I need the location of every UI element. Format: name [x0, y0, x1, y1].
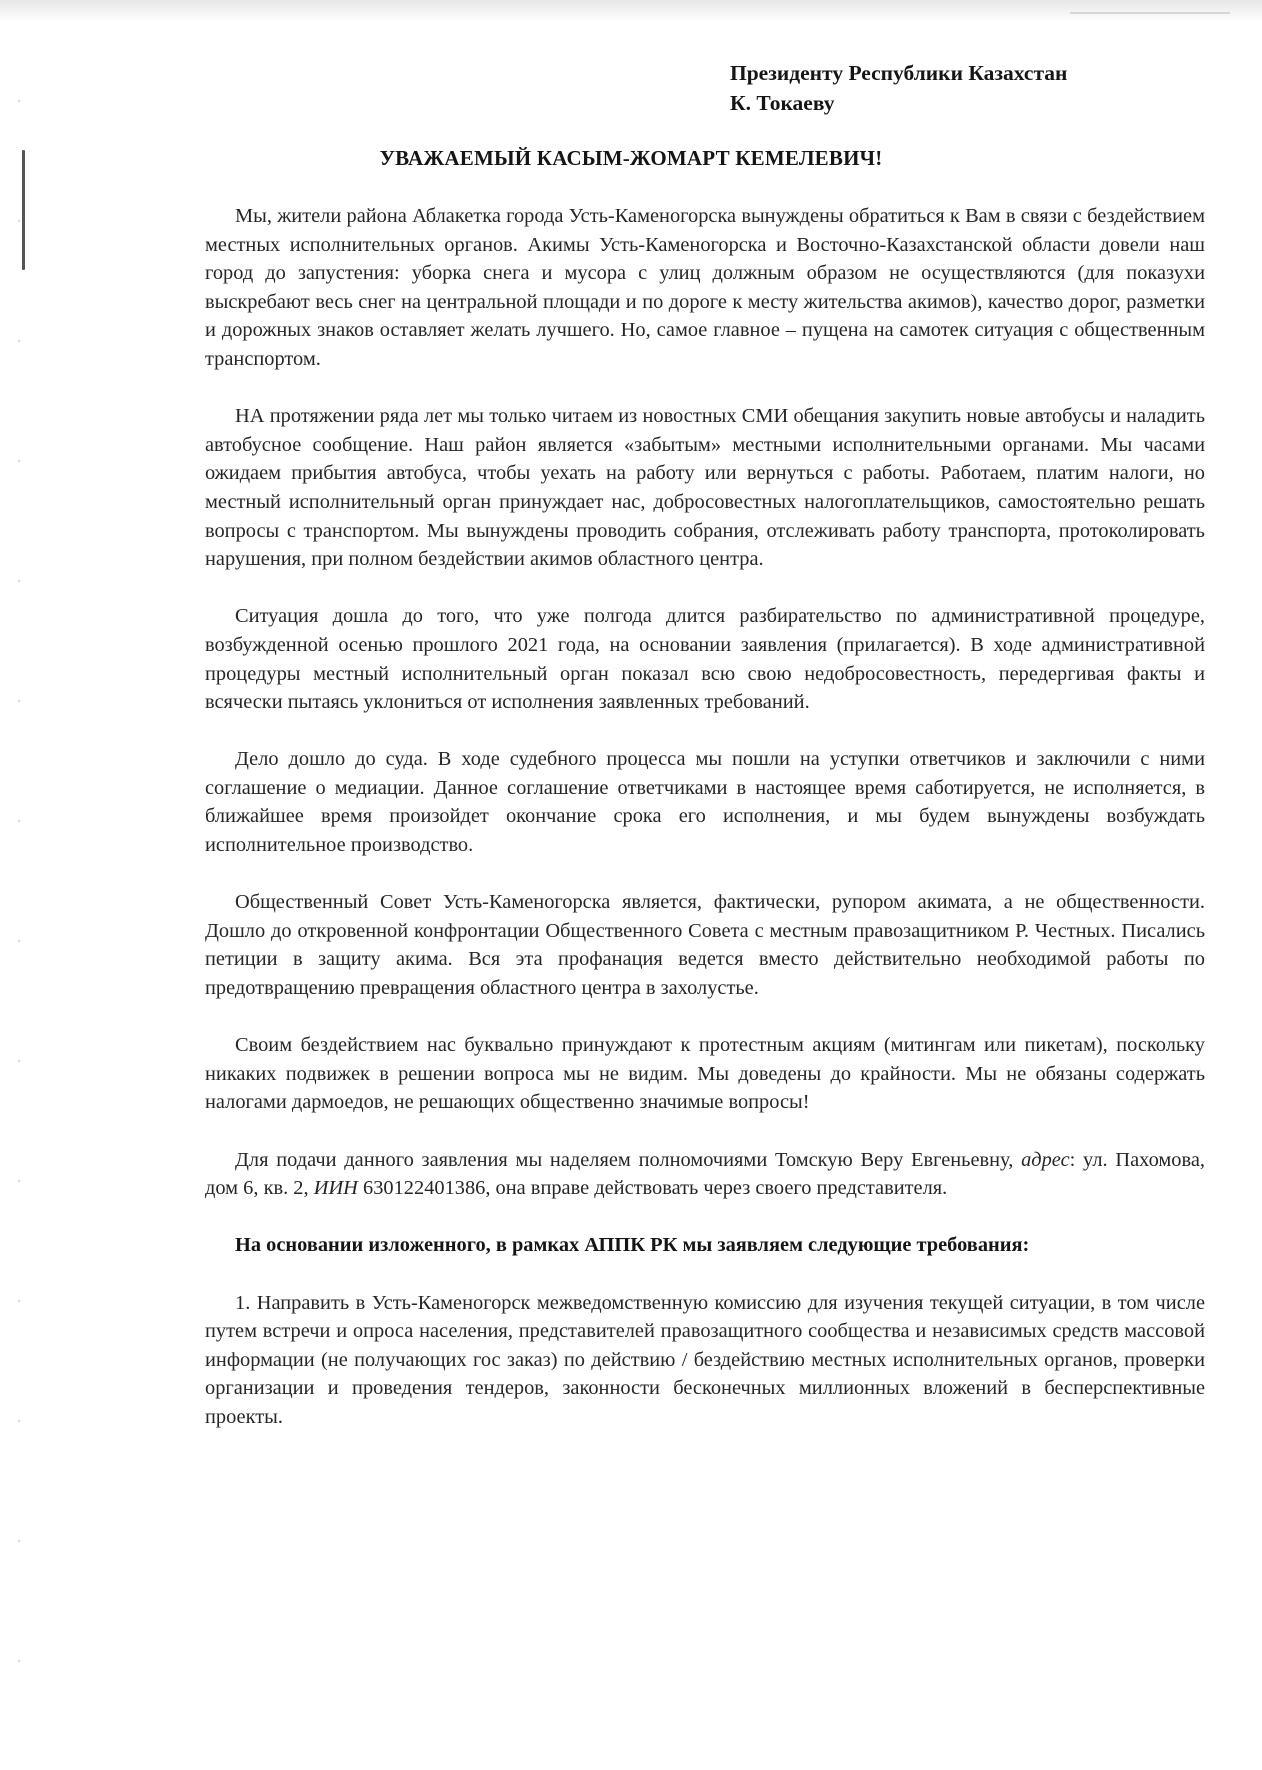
scan-edge-shadow: [0, 0, 1262, 22]
addressee-block: [730, 58, 1067, 118]
scan-margin-specks: [18, 60, 20, 1740]
paragraph-5: Общественный Совет Усть-Каменогорска является, фактически, рупором акимата, а не общественности. Дошло до откровенной конфронтации Общественного Совета с местным правозащитником Р. Честных. Писались петиции в защиту акима. Вся эта профанация ведется вместо действительно необходимой работы по предотвращению превращения областного центра в захолустье.: [205, 891, 1205, 1000]
paragraph-6: Своим бездействием нас буквально принуждают к протестным акциям (митингам или пикетам), поскольку никаких подвижек в решении вопроса мы не видим. Мы доведены до крайности. Мы не обязаны содержать налогами дармоедов, не решающих общественно значимые вопросы!: [205, 1034, 1205, 1114]
representative-text: Для подачи данного заявления мы наделяем полномочиями Томскую Веру Евгеньевну,: [235, 1148, 1014, 1171]
demands-intro: На основании изложенного, в рамках АППК РК мы заявляем следующие требования:: [235, 1234, 1030, 1257]
demand-item-1: 1. Направить в Усть-Каменогорск межведомственную комиссию для изучения текущей ситуации, в том числе путем встречи и опроса населения, представителей правозащитного сообщества и независимых средств массовой информации (не получающих гос заказ) по действию / бездействию местных исполнительных органов, проверки организации и проведения тендеров, законности бесконечных миллионных вложений в бесперспективные проекты.: [205, 1291, 1205, 1428]
address-value: : ул. Пахомова, дом 6, кв. 2,: [205, 1148, 1205, 1200]
iin-value: 630122401386: [363, 1177, 486, 1200]
representative-text-end: , она вправе действовать через своего представителя.: [485, 1177, 948, 1200]
paragraph-4: Дело дошло до суда. В ходе судебного процесса мы пошли на уступки ответчиков и заключили с ними соглашение о медиации. Данное соглашение ответчиками в настоящее время саботируется, не исполняется, в ближайшее время произойдет окончание срока его исполнения, и мы будем вынуждены возбуждать исполнительное производство.: [205, 748, 1205, 857]
representative-paragraph: [205, 1146, 1205, 1203]
paragraph-1: Мы, жители района Аблакетка города Усть-Каменогорска вынуждены обратиться к Вам в связи с бездействием местных исполнительных органов. Акимы Усть-Каменогорска и Восточно-Казахстанской области довели наш город до запустения: уборка снега и мусора с улиц должным образом не осуществляются (для показухи выскребают весь снег на центральной площади и по дороге к месту жительства акимов), качество дорог, разметки и дорожных знаков оставляет желать лучшего. Но, самое главное – пущена на самотек ситуация с общественным транспортом.: [205, 205, 1205, 370]
address-label: адрес: [1021, 1148, 1070, 1171]
paragraph-3: Ситуация дошла до того, что уже полгода длится разбирательство по административной процедуре, возбужденной осенью прошлого 2021 года, на основании заявления (прилагается). В ходе административной процедуры местный исполнительный орган показал всю свою недобросовестность, передергивая факты и всячески пытаясь уклониться от исполнения заявленных требований.: [205, 605, 1205, 714]
addressee-line-1: Президенту Республики Казахстан: [730, 61, 1068, 85]
paragraph-2: НА протяжении ряда лет мы только читаем из новостных СМИ обещания закупить новые автобусы и наладить автобусное сообщение. Наш район является «забытым» местными исполнительными органами. Мы часами ожидаем прибытия автобуса, чтобы уехать на работу или вернуться с работы. Работаем, платим налоги, но местный исполнительный орган принуждает нас, добросовестных налогоплательщиков, самостоятельно решать вопросы с транспортом. Мы вынуждены проводить собрания, отслеживать работу транспорта, протоколировать нарушения, при полном бездействии акимов областного центра.: [205, 405, 1205, 571]
addressee-line-2: К. Токаеву: [730, 91, 835, 115]
scan-top-mark: [1070, 12, 1230, 14]
iin-label: ИИН: [313, 1177, 358, 1200]
salutation-heading: УВАЖАЕМЫЙ КАСЫМ-ЖОМАРТ КЕМЕЛЕВИЧ!: [379, 146, 883, 170]
letter-body: [205, 202, 1205, 1432]
